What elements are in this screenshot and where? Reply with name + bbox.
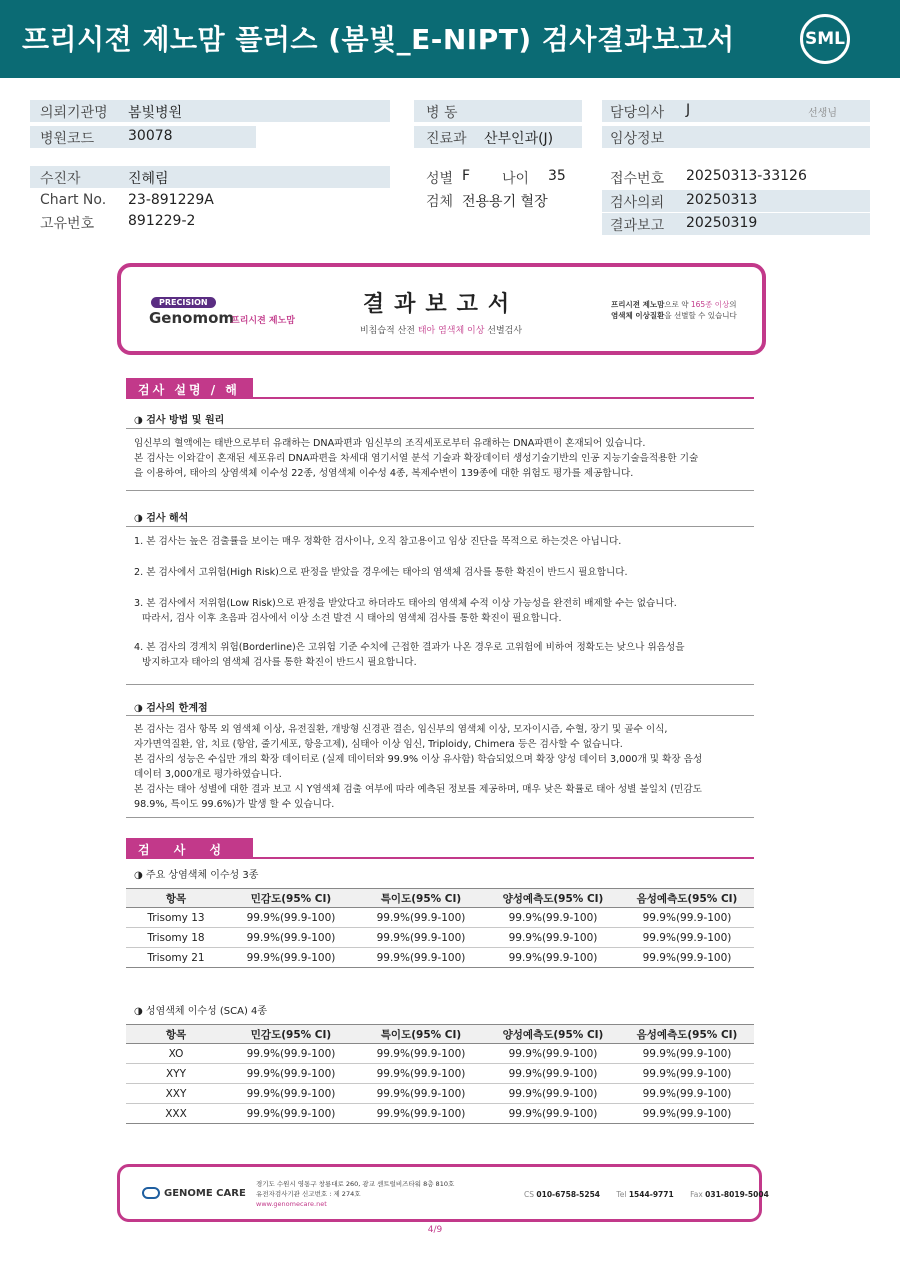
dept-label: 진료과 bbox=[426, 131, 467, 147]
method-title: ◑ 검사 방법 및 원리 bbox=[134, 415, 225, 426]
interp-1: 1. 본 검사는 높은 검출률을 보이는 매우 정확한 검사이나, 오직 참고용이고 임상 진단을 목적으로 하는것은 아닙니다. bbox=[134, 536, 622, 547]
info-uid bbox=[30, 211, 390, 233]
info-report-date bbox=[602, 213, 870, 235]
doctor-label: 담당의사 bbox=[610, 105, 665, 121]
info-clinical bbox=[602, 126, 870, 148]
interp-3: 3. 본 검사에서 저위험(Low Risk)으로 판정을 받았다고 하더라도 태아의 염색체 수적 이상 가능성을 완전히 배제할 수는 없습니다. 따라서, 검사 이후 초음파 검사에서 이상 소견 발견 시 태아의 염색체 검사를 통한 확진이 필요합니다. bbox=[134, 598, 677, 624]
section-explain-line bbox=[126, 397, 754, 399]
req-date-value: 20250313 bbox=[686, 192, 758, 208]
age-label: 나이 bbox=[502, 171, 530, 187]
table2-title: ◑ 성염색체 이수성 (SCA) 4종 bbox=[134, 1006, 268, 1017]
table-row: Trisomy 13 99.9%(99.9-100) 99.9%(99.9-100) 99.9%(99.9-100) 99.9%(99.9-100) bbox=[126, 908, 754, 928]
patient-label: 수진자 bbox=[40, 171, 81, 187]
age-value: 35 bbox=[548, 168, 566, 184]
sex-label: 성별 bbox=[426, 171, 454, 187]
precision-badge: PRECISION bbox=[151, 297, 216, 308]
sex-value: F bbox=[462, 168, 471, 184]
method-text: 임신부의 혈액에는 태반으로부터 유래하는 DNA파편과 임신부의 조직세포로부터 유래하는 DNA파편이 혼재되어 있습니다. 본 검사는 이와같이 혼재된 세포유리 DNA파편을 차세대 염기서열 분석 기술과 확장데이터 생성기술기반의 인공 지능기술을적용한 기술 을 이용하여, 태아의 상염색체 이수성 22종, 성염색체 이수성 4종, 복제수변이 139종에 대한 위험도 평가를 제공합니다. bbox=[134, 438, 699, 479]
table-row: Trisomy 18 99.9%(99.9-100) 99.9%(99.9-100) 99.9%(99.9-100) 99.9%(99.9-100) bbox=[126, 928, 754, 948]
interp-4: 4. 본 검사의 경계치 위험(Borderline)은 고위험 기준 수치에 근접한 결과가 나온 경우로 고위험에 비하여 정확도는 낮으나 위음성을 방지하고자 태아의 염색체 검사를 통한 확진이 반드시 필요합니다. bbox=[134, 642, 685, 668]
genomom-logo: Genomom bbox=[149, 309, 235, 327]
header-bar bbox=[0, 0, 900, 78]
divider bbox=[126, 490, 754, 491]
req-date-label: 검사의뢰 bbox=[610, 195, 665, 211]
banner-title: 결과보고서 bbox=[362, 292, 520, 317]
chart-value: 23-891229A bbox=[128, 192, 214, 208]
info-hosp-code bbox=[30, 126, 256, 148]
report-date-label: 결과보고 bbox=[610, 218, 665, 234]
interp-title: ◑ 검사 해석 bbox=[134, 513, 189, 524]
interp-2: 2. 본 검사에서 고위험(High Risk)으로 판정을 받았을 경우에는 태아의 염색체 검사를 통한 확진이 반드시 필요합니다. bbox=[134, 567, 628, 578]
report-title: 프리시젼 제노맘 플러스 (봄빛_E-NIPT) 검사결과보고서 bbox=[22, 23, 735, 56]
hosp-code-value: 30078 bbox=[128, 128, 173, 144]
table-row: XYY 99.9%(99.9-100) 99.9%(99.9-100) 99.9%(99.9-100) 99.9%(99.9-100) bbox=[126, 1064, 754, 1084]
doctor-value: J bbox=[686, 102, 691, 118]
divider bbox=[126, 428, 754, 429]
info-req-date bbox=[602, 190, 870, 212]
divider bbox=[126, 684, 754, 685]
table-row: XO 99.9%(99.9-100) 99.9%(99.9-100) 99.9%(99.9-100) 99.9%(99.9-100) bbox=[126, 1044, 754, 1064]
info-chart bbox=[30, 190, 390, 212]
banner-subtitle: 비침습적 산전 태아 염색체 이상 선별검사 bbox=[359, 326, 523, 336]
table-header-row: 항목 민감도(95% CI) 특이도(95% CI) 양성예측도(95% CI) 음성예측도(95% CI) bbox=[126, 889, 754, 908]
section-perf-line bbox=[126, 857, 754, 859]
section-explain-tag: 검사 설명 / 해석 bbox=[126, 378, 253, 398]
table-autosomal bbox=[126, 888, 754, 968]
divider bbox=[126, 715, 754, 716]
table1-title: ◑ 주요 상염색체 이수성 3종 bbox=[134, 870, 259, 881]
specimen-label: 검체 bbox=[426, 194, 454, 210]
hosp-code-label: 병원코드 bbox=[40, 131, 95, 147]
info-sex-age bbox=[414, 166, 594, 188]
table-row: XXY 99.9%(99.9-100) 99.9%(99.9-100) 99.9%(99.9-100) 99.9%(99.9-100) bbox=[126, 1084, 754, 1104]
clinical-label: 임상정보 bbox=[610, 131, 665, 147]
patient-value: 진혜림 bbox=[128, 171, 169, 187]
limit-title: ◑ 검사의 한계점 bbox=[134, 703, 208, 714]
receipt-value: 20250313-33126 bbox=[686, 168, 807, 184]
sml-logo bbox=[800, 14, 850, 64]
table-row: Trisomy 21 99.9%(99.9-100) 99.9%(99.9-100) 99.9%(99.9-100) 99.9%(99.9-100) bbox=[126, 948, 754, 968]
info-doctor bbox=[602, 100, 870, 122]
chart-label: Chart No. bbox=[40, 192, 107, 208]
footer-box bbox=[117, 1164, 769, 1222]
table-sca bbox=[126, 1024, 754, 1124]
section-perf-tag: 검 사 성 능 bbox=[126, 838, 253, 858]
info-receipt bbox=[602, 166, 870, 188]
sml-logo-text: SML bbox=[805, 29, 845, 49]
req-org-label: 의뢰기관명 bbox=[40, 105, 108, 121]
genomom-banner bbox=[117, 263, 766, 355]
table-row: XXX 99.9%(99.9-100) 99.9%(99.9-100) 99.9%(99.9-100) 99.9%(99.9-100) bbox=[126, 1104, 754, 1124]
footer-address: 경기도 수원시 영통구 창룡대로 260, 광교 센트럴비즈타워 8층 810호 유전자검사기관 신고번호 : 제 274호 www.genomecare.net bbox=[256, 1180, 455, 1208]
footer-contact: CS 010-6758-5254 Tel 1544-9771 Fax 031-8019-5004 bbox=[524, 1190, 769, 1199]
footer-website[interactable]: www.genomecare.net bbox=[256, 1200, 327, 1208]
dept-value: 산부인과(J) bbox=[484, 131, 554, 147]
info-req-org bbox=[30, 100, 390, 122]
req-org-value: 봄빛병원 bbox=[128, 105, 183, 121]
info-patient bbox=[30, 166, 390, 188]
genome-care-logo: GENOME CARE bbox=[142, 1187, 246, 1199]
banner-note: 프리시젼 제노맘으로 약 165종 이상의 염색체 이상질환을 선별할 수 있습니다 bbox=[611, 300, 737, 320]
limit-text: 본 검사는 검사 항목 외 염색체 이상, 유전질환, 개방형 신경관 결손, 임신부의 염색체 이상, 모자이시즘, 수혈, 장기 및 골수 이식, 자가면역질환, 암, 치료 (항암, 줄기세포, 항응고제), 심태아 이상 임신, Triploidy, Chimera 등은 검사할 수 없습니다. 본 검사의 성능은 수십만 개의 확장 데이터로 (실제 데이터와 99.9% 이상 유사함) 학습되었으며 확장 양성 데이터 3,000개 및 확장 음성 데이터 3,000개로 평가하였습니다. 본 검사는 태아 성별에 대한 결과 보고 시 Y염색체 검출 여부에 따라 예측된 정보를 제공하며, 매우 낮은 확률로 태아 성별 불일치 (민감도 98.9%, 특이도 99.6%)가 발생 할 수 있습니다. bbox=[134, 724, 703, 810]
uid-value: 891229-2 bbox=[128, 213, 196, 229]
ward-label: 병 동 bbox=[426, 105, 458, 121]
receipt-label: 접수번호 bbox=[610, 171, 665, 187]
genomom-sub: 프리시젼 제노맘 bbox=[231, 316, 295, 326]
doctor-suffix: 선생님 bbox=[808, 108, 837, 119]
page-number: 4/9 bbox=[427, 1225, 443, 1235]
divider bbox=[126, 817, 754, 818]
table-header-row: 항목 민감도(95% CI) 특이도(95% CI) 양성예측도(95% CI) 음성예측도(95% CI) bbox=[126, 1025, 754, 1044]
report-date-value: 20250319 bbox=[686, 215, 758, 231]
info-dept bbox=[414, 126, 582, 148]
specimen-value: 전용용기 혈장 bbox=[462, 194, 548, 210]
uid-label: 고유번호 bbox=[40, 216, 95, 232]
genome-care-icon bbox=[142, 1187, 160, 1199]
info-ward bbox=[414, 100, 582, 122]
info-specimen bbox=[414, 189, 594, 211]
divider bbox=[126, 526, 754, 527]
